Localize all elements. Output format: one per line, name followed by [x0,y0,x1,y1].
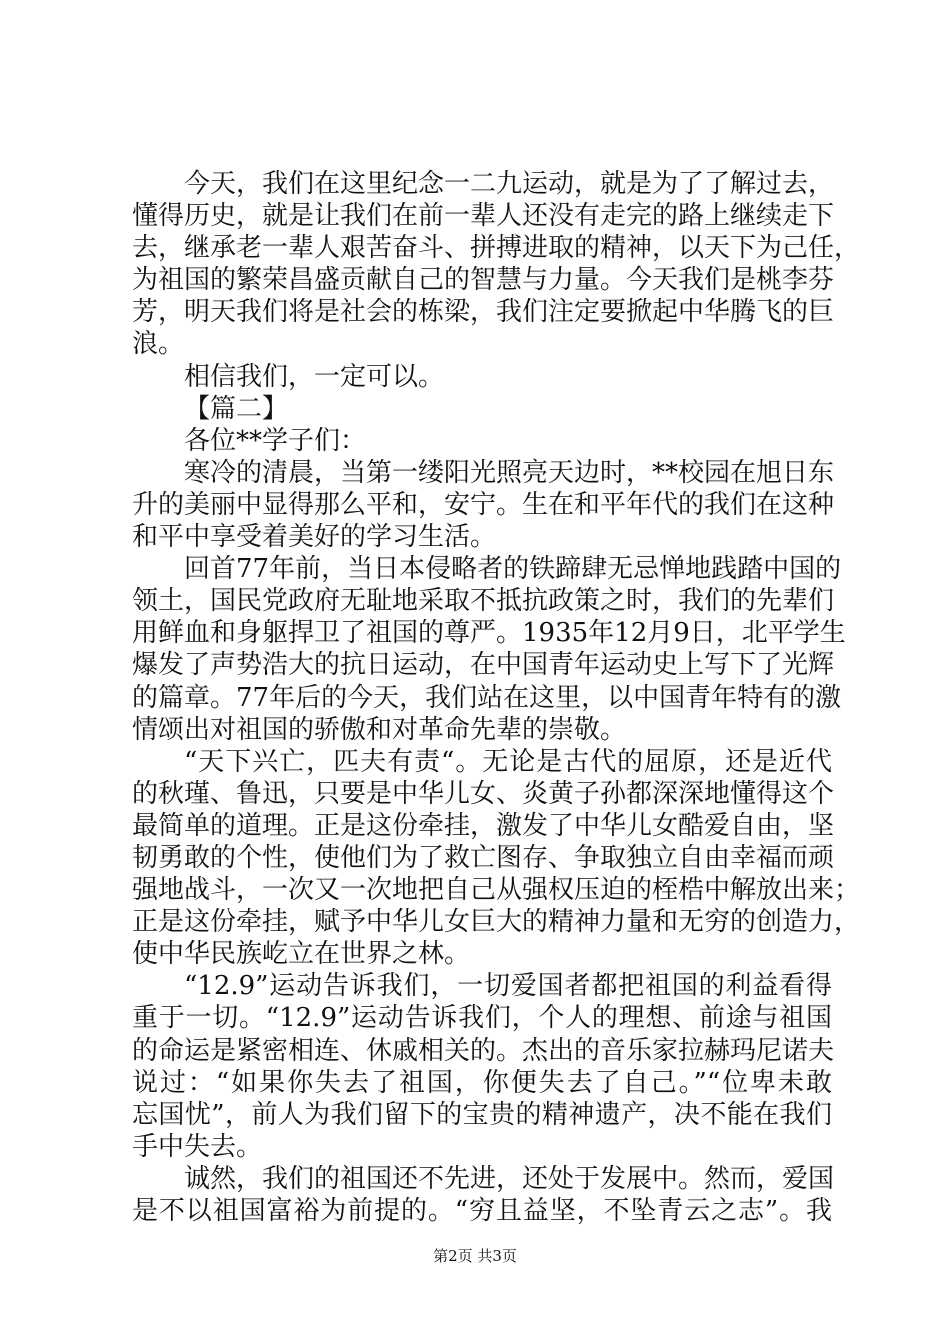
text-line: 芳，明天我们将是社会的栋梁，我们注定要掀起中华腾飞的巨 [132,297,835,328]
text-line: 爆发了声势浩大的抗日运动，在中国青年运动史上写下了光辉 [132,650,835,681]
text-line: 为祖国的繁荣昌盛贡献自己的智慧与力量。今天我们是桃李芬 [132,265,835,296]
salutation: 各位**学子们： [184,425,367,456]
text-line: 的秋瑾、鲁迅，只要是中华儿女、炎黄子孙都深深地懂得这个 [132,778,835,809]
text-line: 寒冷的清晨，当第一缕阳光照亮天边时，**校园在旭日东 [184,457,835,488]
text-line: 忘国忧”，前人为我们留下的宝贵的精神遗产，决不能在我们 [132,1099,832,1130]
text-line: 是不以祖国富裕为前提的。“穷且益坚，不坠青云之志”。我 [132,1196,832,1226]
text-line: 去，继承老一辈人艰苦奋斗、拼搏进取的精神，以天下为己任， [132,233,861,264]
text-line: 的命运是紧密相连、休戚相关的。杰出的音乐家拉赫玛尼诺夫 [132,1035,835,1066]
text-line: 诚然，我们的祖国还不先进，还处于发展中。然而，爱国 [184,1163,835,1194]
section-heading: 【篇二】 [184,393,289,424]
text-line: “12.9”运动告诉我们，一切爱国者都把祖国的利益看得 [184,971,832,1002]
text-line: 回首77年前，当日本侵略者的铁蹄肆无忌惮地践踏中国的 [184,554,842,585]
text-line: 和平中享受着美好的学习生活。 [132,522,497,553]
text-line: 手中失去。 [132,1131,263,1162]
text-line: 正是这份牵挂，赋予中华儿女巨大的精神力量和无穷的创造力， [132,907,861,938]
text-line: 今天，我们在这里纪念一二九运动，就是为了了解过去， [184,169,835,199]
text-line: 说过：“如果你失去了祖国，你便失去了自己。”“位卑未敢 [132,1067,832,1098]
text-line: 最简单的道理。正是这份牵挂，激发了中华儿女酷爱自由，坚 [132,810,835,841]
text-line: 的篇章。77年后的今天，我们站在这里，以中国青年特有的激 [132,682,842,713]
text-line: 懂得历史，就是让我们在前一辈人还没有走完的路上继续走下 [132,201,835,232]
text-line: 用鲜血和身躯捍卫了祖国的尊严。1935年12月9日，北平学生 [132,618,846,649]
text-line: 强地战斗，一次又一次地把自己从强权压迫的桎梏中解放出来； [132,875,861,906]
page-number: 第2页 共3页 [433,1247,517,1265]
text-line: 使中华民族屹立在世界之林。 [132,939,471,970]
text-line: “天下兴亡，匹夫有责“。无论是古代的屈原，还是近代 [184,746,832,777]
text-line: 浪。 [132,329,185,360]
body-text [132,168,861,1227]
text-line: 相信我们，一定可以。 [184,361,445,392]
page-footer [0,1245,950,1266]
text-line: 重于一切。“12.9”运动告诉我们，个人的理想、前途与祖国 [132,1003,832,1034]
text-line: 领土，国民党政府无耻地采取不抵抗政策之时，我们的先辈们 [132,586,835,617]
text-line: 情颂出对祖国的骄傲和对革命先辈的崇敬。 [132,714,627,745]
text-line: 韧勇敢的个性，使他们为了救亡图存、争取独立自由幸福而顽 [132,842,835,873]
text-line: 升的美丽中显得那么平和，安宁。生在和平年代的我们在这种 [132,489,835,520]
